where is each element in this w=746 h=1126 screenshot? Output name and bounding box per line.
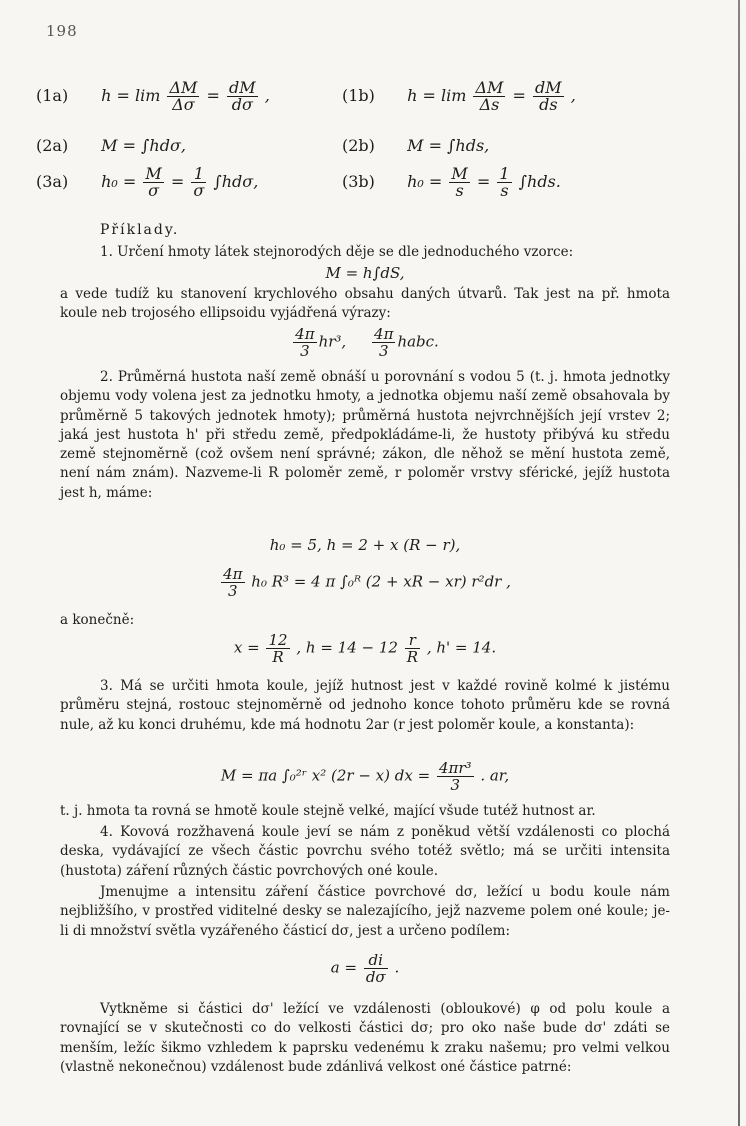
page-number: 198 bbox=[46, 22, 78, 40]
fraction: $\frac{\Delta M}{\Delta s}$ bbox=[475, 78, 504, 114]
formula-2a: M = ∫hdσ, bbox=[101, 136, 186, 155]
example-4-formula: a = $\frac{di}{d\sigma}$ . bbox=[330, 951, 400, 986]
page-edge-shadow bbox=[738, 0, 740, 1126]
fraction: $\frac{1}{s}$ bbox=[499, 164, 510, 200]
book-page: 198 (1a) h = lim $\frac{\Delta M}{\Delta\sigma}$ = $\frac{dM}{d\sigma}$ , (1b) h = lim $\frac{\Delta M}{\Delta s}$ = $\frac{dM}{ds}$ , (2a) M = ∫hdσ, (2b) M = ∫hds, (3a) h₀ = $\frac{M}{\sigma}$ = $\frac{1}{\sigma}$ ∫hdσ, (3b) h₀ = $\frac{M}{s}$ = $\frac{1}{s}$ ∫hds. Příklady. 1. Určení hmoty látek stejnorodých děje se dle jednoduchého vzorce: M = h∫dS, a vede tudíž ku stanovení krychlového obsahu daných útvarů. Tak jest na př. hmota koule neb trojosého ellipsoidu vyjádřená výrazy: $\frac{4\pi}{3}$ hr³, $\frac{4\pi}{3}$ habc. 2. Průměrná hustota naší země obnáší u porovnání s vodou 5 (t. j. hmota jednotky objemu vody volena jest za jednotku hmoty, a jednotka objemu naší země obsahovala by průměrně 5 takových jednotek hmoty); průměrná hustota nejvrchnějších její vrstev 2; jaká jest hustota h' při středu země, předpokládáme-li, že hustoty přibývá ku středu země stejnoměrně (což ovšem není správné; zákon, dle něhož se mění hustota země, není nám znám). Nazveme-li R poloměr země, r poloměr vrstvy sférické, jejíž hustota jest h, máme: h₀ = 5, h = 2 + x (R − r), $\frac{4\pi}{3}$ h₀ R³ = 4 π ∫₀ᴿ (2 + xR − xr) r²dr , a konečně: x = $\frac{12}{R}$ , h = 14 − 12 $\frac{r}{R}$ , h' = 14. 3. Má se určiti hmota koule, jejíž hutnost jest v každé rovině kolmé k jistému průměru stejná, rostouc stejnoměrně od jednoho konce tohoto průměru kde se rovná nule, až ku konci druhému, kde má hodnotu 2ar (r jest poloměr koule, a konstanta): M = πa ∫₀²ʳ x² (2r − x) dx = $\frac{\text{4πr³}}{3}$ . ar, t. j. hmota ta rovná se hmotě koule stejně velké, mající všude tutéž hutnost ar. 4. Kovová rozžhavená koule jeví se nám z poněkud větší vzdálenosti co plochá deska, vydávající ze všech částic povrchu svého totéž světlo; má se určiti intensita (hustota) záření různých částic povrchových oné koule. Jmenujme a intensitu záření částice povrchové dσ, ležící u bodu koule nám nejbližšího, v prostřed viditelné desky se nalezajícího, jejž nazveme polem oné koule; je-li di množství světla vyzářeného částicí dσ, jest a určeno podílem: a = $\frac{di}{d\sigma}$ . Vytkněme si částici dσ' ležící ve vzdálenosti (obloukové) φ od polu koule a rovnající se v skutečnosti co do velkosti částici dσ; pro oko naše bude dσ' zdáti se menším, ležíc šikmo vzhledem k paprsku vedenému k zraku našemu; pro velmi velkou (vlastně nekonečnou) vzdálenost bude zdánlivá velkost oné částice patrné: bbox=[0, 0, 746, 1126]
example-2-formula-2: $\frac{4\pi}{3}$ h₀ R³ = 4 π ∫₀ᴿ (2 + xR − xr) r²dr , bbox=[223, 565, 511, 600]
example-2-conclusion-label: a konečně: bbox=[60, 612, 135, 628]
example-2-text: 2. Průměrná hustota naší země obnáší u porovnání s vodou 5 (t. j. hmota jednotky objemu vody volena jest za jednotku hmoty, a jednotka objemu naší země obsahovala by průměrně 5 takových jednotek hmoty); průměrná hustota nejvrchnějších její vrstev 2; jaká jest hustota h' při středu země, předpokládáme-li, že hustoty přibývá ku středu země stejnoměrně (což ovšem není správné; zákon, dle něhož se mění hustota země, není nám znám). Nazveme-li R poloměr země, r poloměr vrstvy sférické, jejíž hustota jest h, máme: bbox=[60, 369, 670, 501]
example-3-after: t. j. hmota ta rovná se hmotě koule stejně velké, mající všude tutéž hutnost ar. bbox=[60, 803, 596, 819]
fraction: $\frac{M}{s}$ bbox=[451, 164, 468, 200]
example-1-intro: 1. Určení hmoty látek stejnorodých děje se dle jednoduchého vzorce: bbox=[100, 244, 574, 260]
formula-1a-head: h = lim bbox=[101, 86, 161, 105]
formula-label-3b: (3b) bbox=[342, 172, 375, 191]
example-4-text-2: Jmenujme a intensitu záření částice povrchové dσ, ležící u bodu koule nám nejbližšího, v prostřed viditelné desky se nalezajícího, jejž nazveme polem oné koule; je-li di množství světla vyzářeného částicí dσ, jest a určeno podílem: bbox=[60, 884, 670, 939]
fraction: $\frac{dM}{ds}$ bbox=[535, 78, 562, 114]
fraction: $\frac{1}{\sigma}$ bbox=[193, 164, 205, 200]
formula-label-2a: (2a) bbox=[36, 136, 69, 155]
example-1-text: a vede tudíž ku stanovení krychlového obsahu daných útvarů. Tak jest na př. hmota koule neb trojosého ellipsoidu vyjádřená výrazy: bbox=[60, 286, 670, 322]
example-4-text-3: Vytkněme si částici dσ' ležící ve vzdálenosti (obloukové) φ od polu koule a rovnající se v skutečnosti co do velkosti částici dσ; pro oko naše bude dσ' zdáti se menším, ležíc šikmo vzhledem k paprsku vedenému k zraku našemu; pro velmi velkou (vlastně nekonečnou) vzdálenost bude zdánlivá velkost oné částice patrné: bbox=[60, 1001, 670, 1075]
formula-1b-head: h = lim bbox=[407, 86, 467, 105]
formula-2b: M = ∫hds, bbox=[407, 136, 490, 155]
example-3-text: 3. Má se určiti hmota koule, jejíž hutnost jest v každé rovině kolmé k jistému průměru stejná, rostouc stejnoměrně od jednoho konce tohoto průměru kde se rovná nule, až ku konci druhému, kde má hodnotu 2ar (r jest poloměr koule, a konstanta): bbox=[60, 678, 670, 733]
example-2-formula-3: x = $\frac{12}{R}$ , h = 14 − 12 $\frac{r}{R}$ , h' = 14. bbox=[233, 631, 497, 666]
formula-label-1a: (1a) bbox=[36, 86, 69, 105]
formula-label-2b: (2b) bbox=[342, 136, 375, 155]
example-2-formula-1: h₀ = 5, h = 2 + x (R − r), bbox=[269, 536, 461, 554]
formula-label-1b: (1b) bbox=[342, 86, 375, 105]
example-1-formula: M = h∫dS, bbox=[325, 264, 405, 282]
example-1-expressions: $\frac{4\pi}{3}$ hr³, $\frac{4\pi}{3}$ habc. bbox=[295, 325, 439, 360]
formula-label-3a: (3a) bbox=[36, 172, 69, 191]
fraction: $\frac{dM}{d\sigma}$ bbox=[229, 78, 256, 114]
fraction: $\frac{\Delta M}{\Delta\sigma}$ bbox=[169, 78, 198, 114]
example-4-text-1: 4. Kovová rozžhavená koule jeví se nám z poněkud větší vzdálenosti co plochá deska, vydávající ze všech částic povrchu svého totéž světlo; má se určiti intensita (hustota) záření různých částic povrchových oné koule. bbox=[60, 824, 670, 879]
section-heading: Příklady. bbox=[100, 222, 180, 238]
fraction: $\frac{M}{\sigma}$ bbox=[145, 164, 162, 200]
example-3-formula: M = πa ∫₀²ʳ x² (2r − x) dx = $\frac{\text{4πr³}}{3}$ . ar, bbox=[220, 759, 510, 794]
